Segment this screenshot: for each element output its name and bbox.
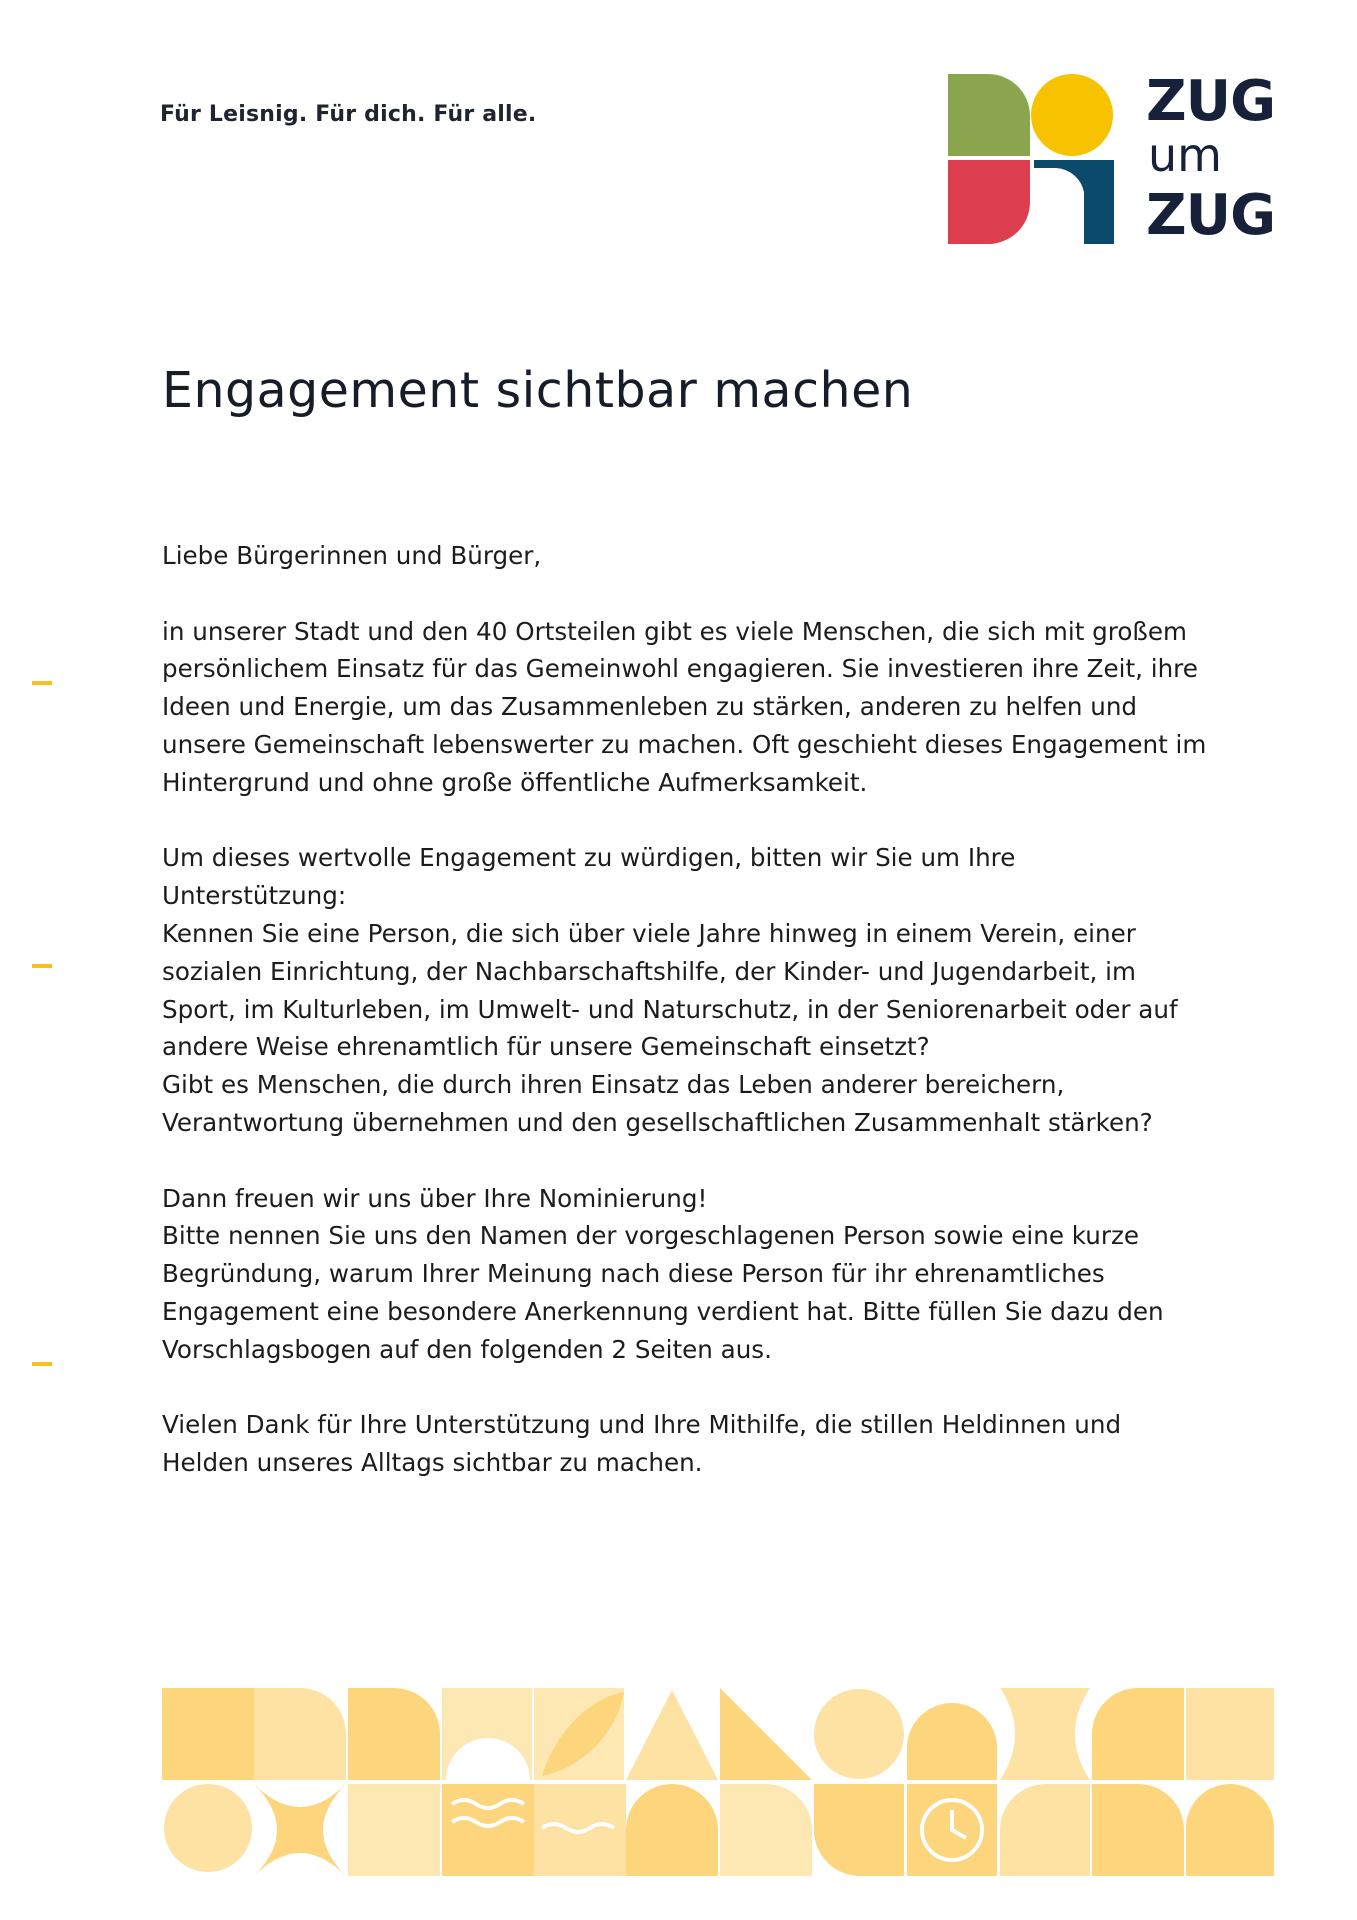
paragraph-line: Unterstützung: [162,881,347,911]
paragraph-line: sozialen Einrichtung, der Nachbarschaftshilfe, der Kinder- und Jugendarbeit, im [162,956,1136,986]
salutation: Liebe Bürgerinnen und Bürger, [162,541,542,570]
paragraph-line: Gibt es Menschen, die durch ihren Einsatz das Leben anderer bereichern, [162,1070,1065,1100]
logo-line-2: um [1148,128,1222,182]
paragraph-line: Verantwortung übernehmen und den gesellschaftlichen Zusammenhalt stärken? [162,1107,1153,1137]
pattern-tile [254,1688,346,1780]
footer-pattern-icon [162,1688,1274,1876]
logo-yellow-shape [1031,74,1113,156]
paragraph-line: Hintergrund und ohne große öffentliche Aufmerksamkeit. [162,767,868,797]
pattern-tile [162,1688,254,1780]
logo-wordmark [1146,69,1286,248]
paragraph-line: Um dieses wertvolle Engagement zu würdigen, bitten wir Sie um Ihre [162,843,1016,873]
logo [948,69,1280,248]
pattern-tile [348,1784,440,1876]
pattern-tile [720,1784,812,1876]
fold-mark [32,964,52,968]
paragraph-line: unsere Gemeinschaft lebenswerter zu machen. Oft geschieht dieses Engagement im [162,729,1207,759]
pattern-tile [164,1784,252,1872]
paragraph-line: Bitte nennen Sie uns den Namen der vorgeschlagenen Person sowie eine kurze [162,1221,1140,1251]
tagline: Für Leisnig. Für dich. Für alle. [160,102,537,127]
letter-body [162,537,1242,1482]
logo-mark-icon [948,74,1128,244]
paragraph-line: Sport, im Kulturleben, im Umwelt- und Naturschutz, in der Seniorenarbeit oder auf [162,994,1178,1024]
logo-red-shape [948,160,1030,244]
pattern-tile [814,1689,904,1779]
pattern-tile [1000,1688,1090,1780]
paragraph-line: Begründung, warum Ihrer Meinung nach diese Person für ihr ehrenamtliches [162,1259,1105,1289]
pattern-tile [1186,1688,1274,1780]
paragraph-line: Vorschlagsbogen auf den folgenden 2 Seiten aus. [162,1334,772,1364]
pattern-tile [442,1784,534,1876]
paragraph-line: Dann freuen wir uns über Ihre Nominierung! [162,1183,708,1213]
paragraph-line: Helden unseres Alltags sichtbar zu machen. [162,1448,703,1478]
pattern-tile [1186,1784,1274,1876]
logo-line-3: ZUG [1146,183,1276,248]
pattern-tile [626,1690,718,1780]
logo-green-shape [948,74,1030,156]
pattern-tile [907,1703,997,1780]
logo-line-1: ZUG [1146,69,1276,134]
paragraph-line: Ideen und Energie, um das Zusammenleben zu stärken, anderen zu helfen und [162,692,1138,722]
pattern-tile [626,1784,718,1876]
logo-blue-shape [1034,160,1114,244]
pattern-tile [1092,1688,1184,1780]
paragraph-line: andere Weise ehrenamtlich für unsere Gemeinschaft einsetzt? [162,1032,930,1062]
paragraph-line: in unserer Stadt und den 40 Ortsteilen gibt es viele Menschen, die sich mit großem [162,616,1187,646]
paragraph-line: Kennen Sie eine Person, die sich über viele Jahre hinweg in einem Verein, einer [162,918,1136,948]
paragraph-line: Vielen Dank für Ihre Unterstützung und Ihre Mithilfe, die stillen Heldinnen und [162,1410,1122,1440]
fold-mark [32,1362,52,1366]
pattern-tile [720,1688,812,1780]
fold-mark [32,681,52,685]
paragraph-line: persönlichem Einsatz für das Gemeinwohl engagieren. Sie investieren ihre Zeit, ihre [162,654,1198,684]
page-title: Engagement sichtbar machen [162,362,914,419]
pattern-tile [1092,1784,1184,1876]
pattern-tile [254,1784,346,1876]
pattern-tile [1000,1784,1090,1876]
pattern-tile [814,1784,904,1876]
pattern-tile [348,1688,440,1780]
paragraph-line: Engagement eine besondere Anerkennung verdient hat. Bitte füllen Sie dazu den [162,1296,1164,1326]
